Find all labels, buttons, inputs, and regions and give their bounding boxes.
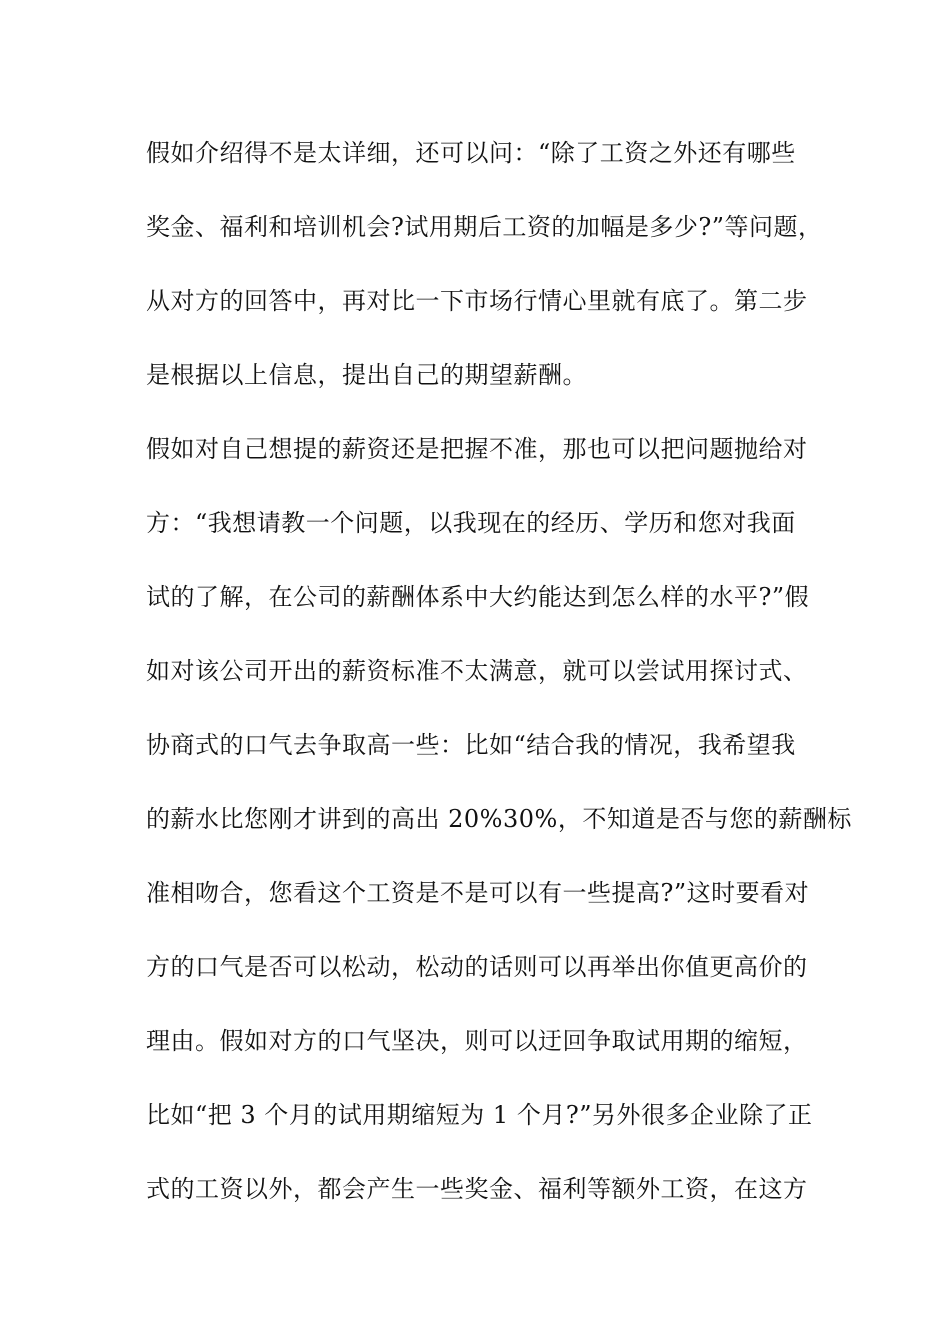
text-line: 式的工资以外，都会产生一些奖金、福利等额外工资，在这方	[146, 1175, 808, 1203]
text-line: 从对方的回答中，再对比一下市场行情心里就有底了。第二步	[146, 287, 808, 315]
text-line: 协商式的口气去争取高一些：比如“结合我的情况，我希望我	[146, 731, 796, 759]
text-line: 奖金、福利和培训机会?试用期后工资的加幅是多少?”等问题，	[146, 213, 823, 241]
text-line: 如对该公司开出的薪资标准不太满意，就可以尝试用探讨式、	[146, 657, 808, 685]
text-line: 理由。假如对方的口气坚决，则可以迂回争取试用期的缩短，	[146, 1027, 808, 1055]
text-line: 方：“我想请教一个问题，以我现在的经历、学历和您对我面	[146, 509, 796, 537]
text-line: 方的口气是否可以松动，松动的话则可以再举出你值更高价的	[146, 953, 808, 981]
text-line: 的薪水比您刚才讲到的高出 20%30%，不知道是否与您的薪酬标	[146, 805, 852, 833]
text-line: 假如对自己想提的薪资还是把握不准，那也可以把问题抛给对	[146, 435, 808, 463]
text-line: 是根据以上信息，提出自己的期望薪酬。	[146, 361, 587, 389]
text-line: 比如“把 3 个月的试用期缩短为 1 个月?”另外很多企业除了正	[146, 1101, 813, 1129]
text-line: 试的了解，在公司的薪酬体系中大约能达到怎么样的水平?”假	[146, 583, 810, 611]
text-line: 准相吻合，您看这个工资是不是可以有一些提高?”这时要看对	[146, 879, 810, 907]
text-line: 假如介绍得不是太详细，还可以问：“除了工资之外还有哪些	[146, 139, 796, 167]
